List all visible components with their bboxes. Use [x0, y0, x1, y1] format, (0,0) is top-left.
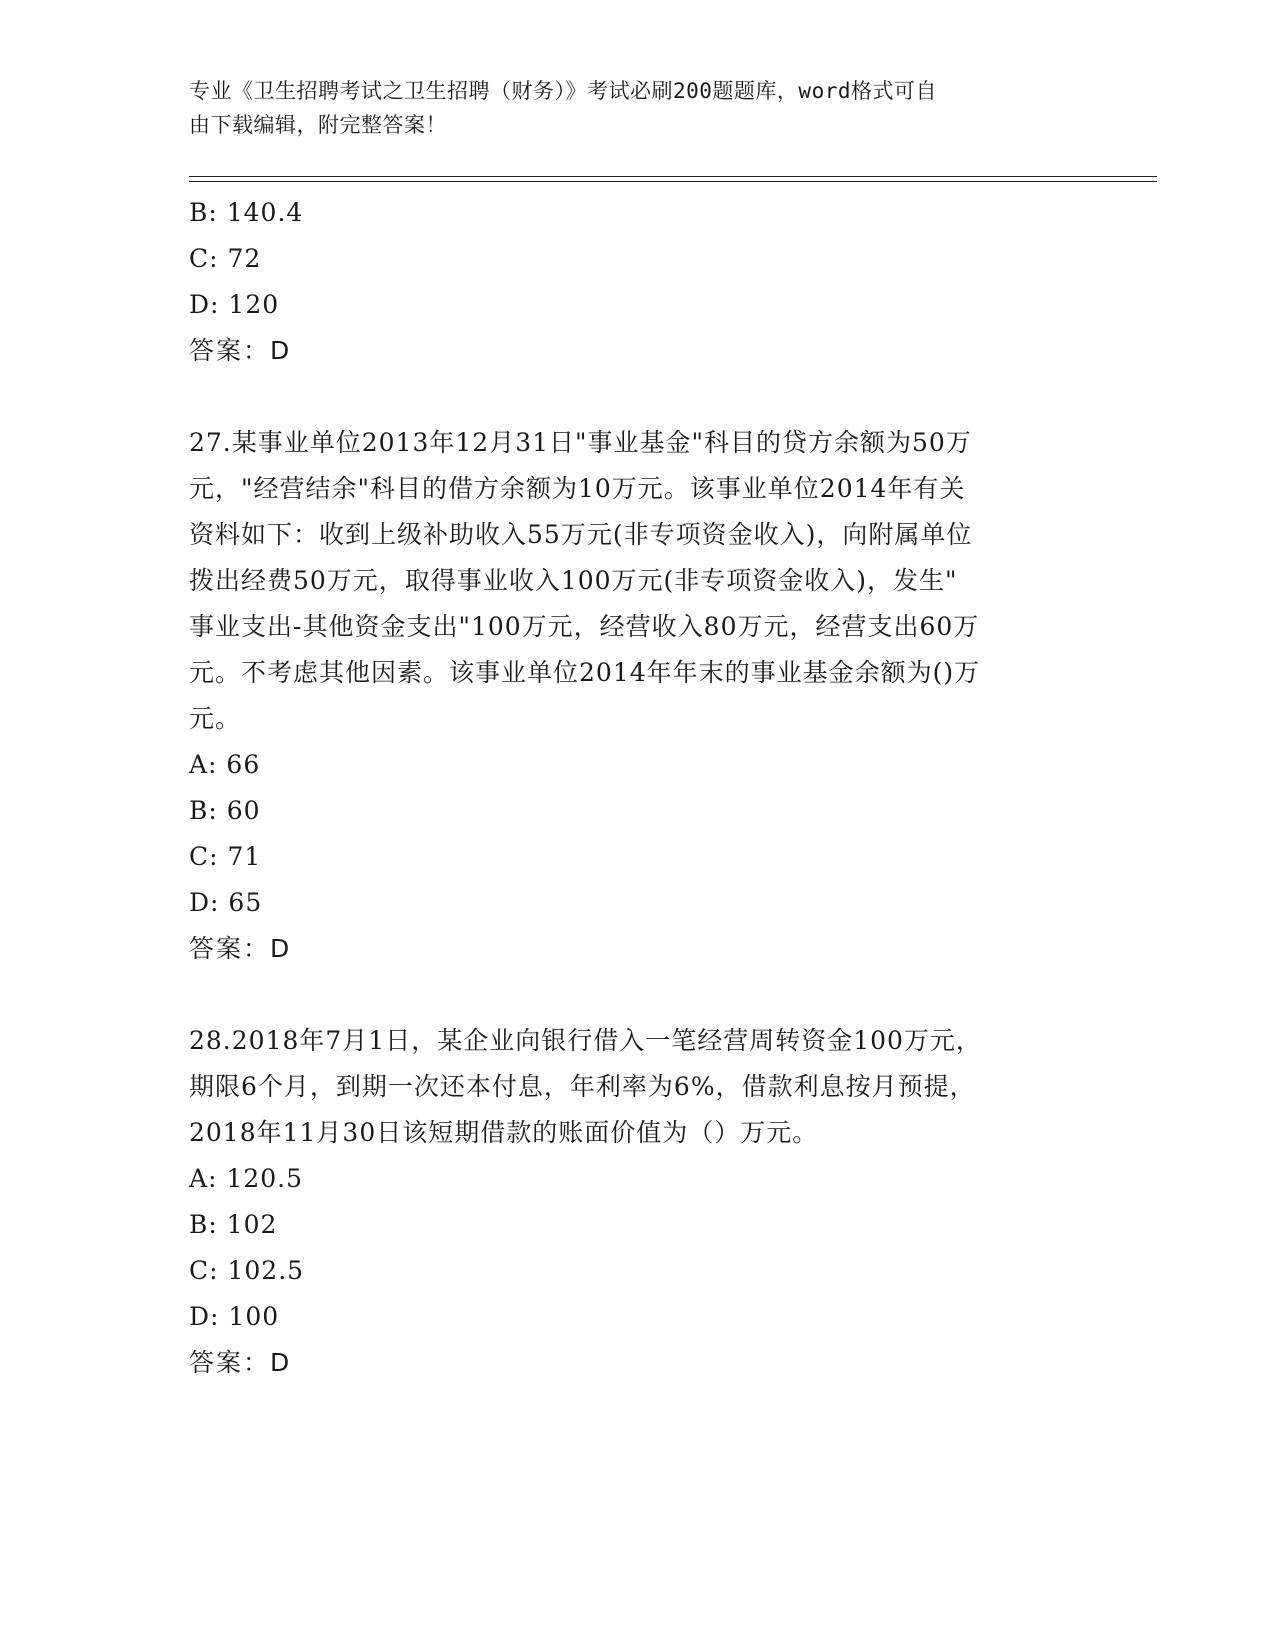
- header-title-line-2: 由下载编辑，附完整答案！: [189, 113, 447, 137]
- question-text-line: 事业支出-其他资金支出"100万元，经营收入80万元，经营支出60万: [189, 612, 980, 641]
- answer-line: 答案：D: [189, 336, 292, 365]
- previous-question-tail: [189, 190, 1089, 374]
- question-text-line: 28.2018年7月1日，某企业向银行借入一笔经营周转资金100万元，: [189, 1026, 982, 1055]
- option-d: D: 120: [189, 290, 280, 319]
- question-text-line: 拨出经费50万元，取得事业收入100万元(非专项资金收入)，发生": [189, 566, 958, 595]
- option-c: C: 72: [189, 244, 262, 273]
- answer-line: 答案：D: [189, 1348, 292, 1377]
- question-text-line: 元。不考虑其他因素。该事业单位2014年年末的事业基金余额为()万: [189, 658, 981, 687]
- document-body: [189, 190, 1089, 1386]
- question-27: [189, 420, 1089, 972]
- option-d: D: 65: [189, 888, 263, 917]
- option-b: B: 102: [189, 1210, 278, 1239]
- option-a: A: 120.5: [189, 1164, 303, 1193]
- header-divider-bottom: [189, 181, 1157, 182]
- option-c: C: 102.5: [189, 1256, 305, 1285]
- question-text-line: 元，"经营结余"科目的借方余额为10万元。该事业单位2014年有关: [189, 474, 966, 503]
- question-28: [189, 1018, 1089, 1386]
- option-b: B: 60: [189, 796, 261, 825]
- question-text-line: 期限6个月，到期一次还本付息，年利率为6%，借款利息按月预提，: [189, 1072, 976, 1101]
- question-text-line: 元。: [189, 704, 242, 733]
- option-c: C: 71: [189, 842, 262, 871]
- option-d: D: 100: [189, 1302, 280, 1331]
- header-divider-top: [189, 176, 1157, 177]
- question-text-line: 27.某事业单位2013年12月31日"事业基金"科目的贷方余额为50万: [189, 428, 972, 457]
- option-a: A: 66: [189, 750, 261, 779]
- question-text-line: 资料如下：收到上级补助收入55万元(非专项资金收入)，向附属单位: [189, 520, 973, 549]
- option-b: B: 140.4: [189, 198, 304, 227]
- question-text-line: 2018年11月30日该短期借款的账面价值为（）万元。: [189, 1118, 819, 1147]
- header-title-line-1: 专业《卫生招聘考试之卫生招聘（财务）》考试必刷200题题库，word格式可自: [189, 79, 937, 103]
- answer-line: 答案：D: [189, 934, 292, 963]
- document-header: [189, 74, 1069, 142]
